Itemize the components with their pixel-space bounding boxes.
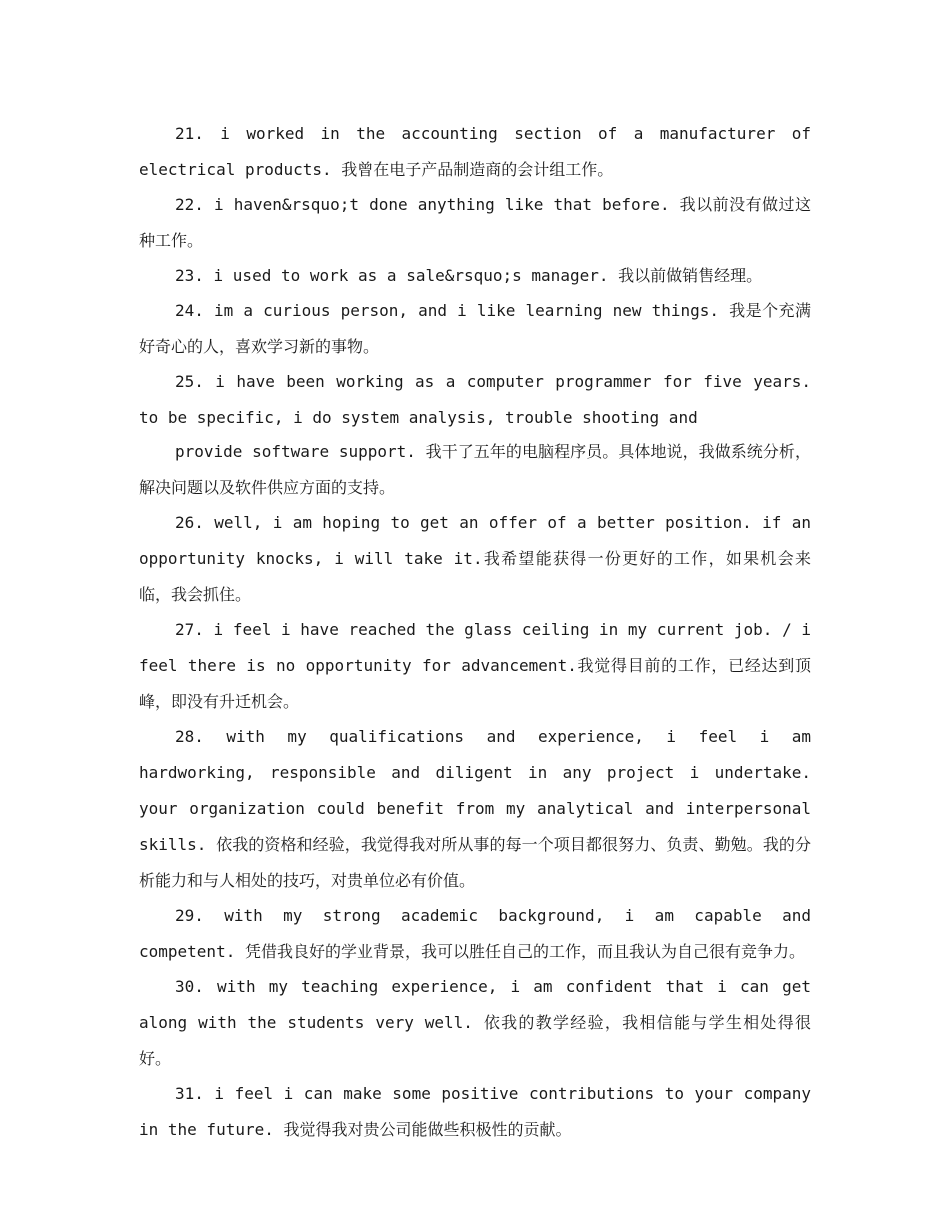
entry-24: 24. im a curious person, and i like learning new things. 我是个充满好奇心的人，喜欢学习新的事物。 <box>139 301 811 356</box>
entry-30: 30. with my teaching experience, i am confident that i can get along with the students very well. 依我的教学经验，我相信能与学生相处得很好。 <box>139 977 811 1068</box>
entry-31: 31. i feel i can make some positive contributions to your company in the future. 我觉得我对贵公司能做些积极性的贡献。 <box>139 1084 811 1139</box>
document-body <box>139 116 811 1148</box>
entry-21: 21. i worked in the accounting section of a manufacturer of electrical products. 我曾在电子产品制造商的会计组工作。 <box>139 124 811 179</box>
entry-25-part-1: 25. i have been working as a computer programmer for five years. to be specific, i do system analysis, trouble shooting and <box>139 372 811 427</box>
entry-27: 27. i feel i have reached the glass ceiling in my current job. / i feel there is no opportunity for advancement.我觉得目前的工作，已经达到顶峰，即没有升迁机会。 <box>139 620 811 711</box>
entry-25-part-2: provide software support. 我干了五年的电脑程序员。具体地说，我做系统分析，解决问题以及软件供应方面的支持。 <box>139 442 811 497</box>
entry-28: 28. with my qualifications and experience, i feel i am hardworking, responsible and diligent in any project i undertake. your organization could benefit from my analytical and interpersonal skills. 依我的资格和经验，我觉得我对所从事的每一个项目都很努力、负责、勤勉。我的分析能力和与人相处的技巧，对贵单位必有价值。 <box>139 727 811 890</box>
entry-23: 23. i used to work as a sale&rsquo;s manager. 我以前做销售经理。 <box>175 266 763 285</box>
entry-29: 29. with my strong academic background, i am capable and competent. 凭借我良好的学业背景，我可以胜任自己的工作，而且我认为自己很有竞争力。 <box>139 906 811 961</box>
entry-26: 26. well, i am hoping to get an offer of a better position. if an opportunity knocks, i will take it.我希望能获得一份更好的工作，如果机会来临，我会抓住。 <box>139 513 811 604</box>
entry-22: 22. i haven&rsquo;t done anything like that before. 我以前没有做过这种工作。 <box>139 195 811 250</box>
